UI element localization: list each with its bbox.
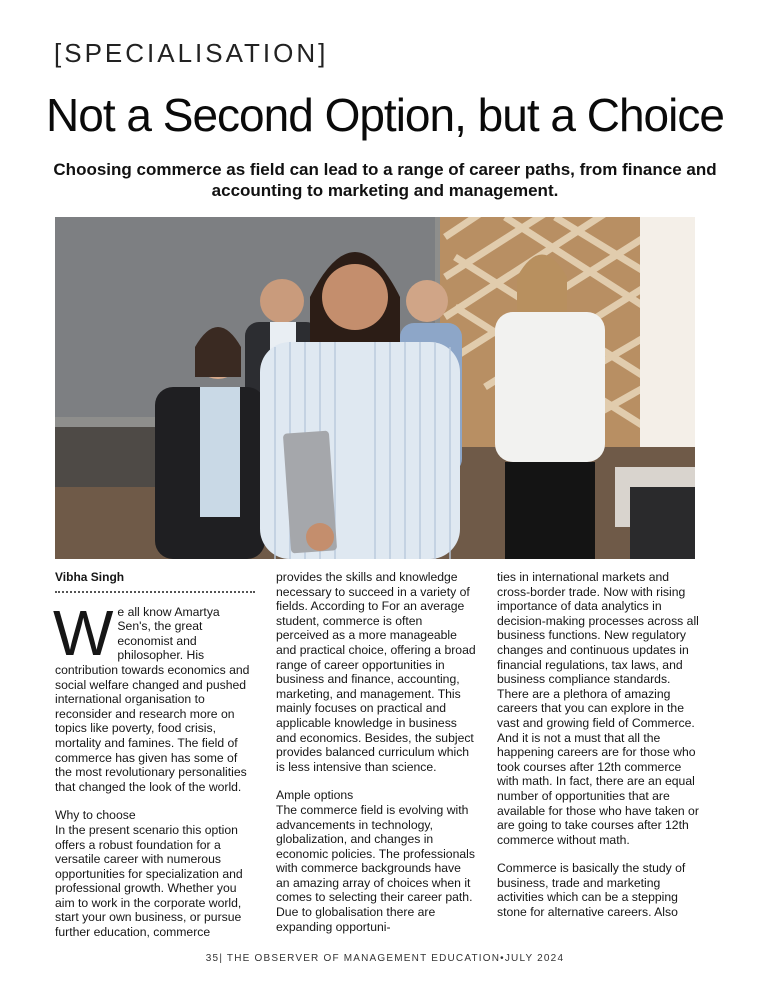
- ample-options-paragraph: The commerce field is evolving with advancements in technology, globalization, and changes in economic policies. The professionals with commerce backgrounds have an amazing array of choices when it comes to selecting their career path. Due to globalisation there are expanding opportuni-: [276, 802, 475, 934]
- intro-paragraph: [53, 596, 255, 795]
- article-column-1: [55, 570, 255, 940]
- subheading-why-to-choose: Why to choose: [55, 808, 136, 823]
- intro-text: e all know Amartya Sen's, the great economist and philosopher. His contribution towards economics and social welfare changed and pushed international organisation to reconsider and research more on topics like poverty, food crisis, mortality and famines. The field of commerce has given has some of the most revolutionary personalities that changed the look of the world.: [55, 604, 250, 794]
- subheading-ample-options: Ample options: [276, 788, 354, 803]
- drop-cap: W: [53, 596, 114, 669]
- column-3-paragraph: ties in international markets and cross-border trade. Now with rising importance of data analytics in decision-making processes across all business functions. New regulatory changes and continuous updates in financial regulations, tax laws, and business compliance standards. There are a plethora of amazing careers that you can explore in the vast and growing field of Commerce. And it is not a must that all the happening careers are for those who took courses after 12th commerce with math. In fact, there are an equal number of opportunities that are available for those who have taken or are going to take courses after 12th commerce without math.: [497, 570, 699, 847]
- headline: Not a Second Option, but a Choice: [46, 89, 724, 141]
- column-3-paragraph-2: Commerce is basically the study of business, trade and marketing activities which can be a stepping stone for alternative careers. Also: [497, 861, 686, 920]
- page-footer: 35| THE OBSERVER OF MANAGEMENT EDUCATION•JULY 2024: [205, 953, 565, 964]
- team-photo: [55, 217, 695, 559]
- author-byline: Vibha Singh: [55, 570, 125, 584]
- subheadline: Choosing commerce as field can lead to a range of career paths, from finance and accounting to marketing and management.: [53, 160, 717, 200]
- section-tag: [SPECIALISATION]: [54, 38, 329, 68]
- author-divider: [55, 591, 255, 593]
- column-2-paragraph: provides the skills and knowledge necessary to succeed in a variety of fields. According to For an average student, commerce is often perceived as a more manageable and practical choice, offering a broad range of career opportunities in business and finance, accounting, marketing, and management. This mainly focuses on practical and applicable knowledge in business and economics. Besides, the subject provides balanced curriculum which is less intensive than science.: [276, 570, 476, 774]
- article-column-3: [497, 570, 700, 920]
- article-column-2: [276, 570, 476, 934]
- why-to-choose-paragraph: In the present scenario this option offers a robust foundation for a versatile career with numerous opportunities for specialization and professional growth. Whether you aim to work in the corporate world, start your own business, or pursue further education, commerce: [55, 822, 243, 940]
